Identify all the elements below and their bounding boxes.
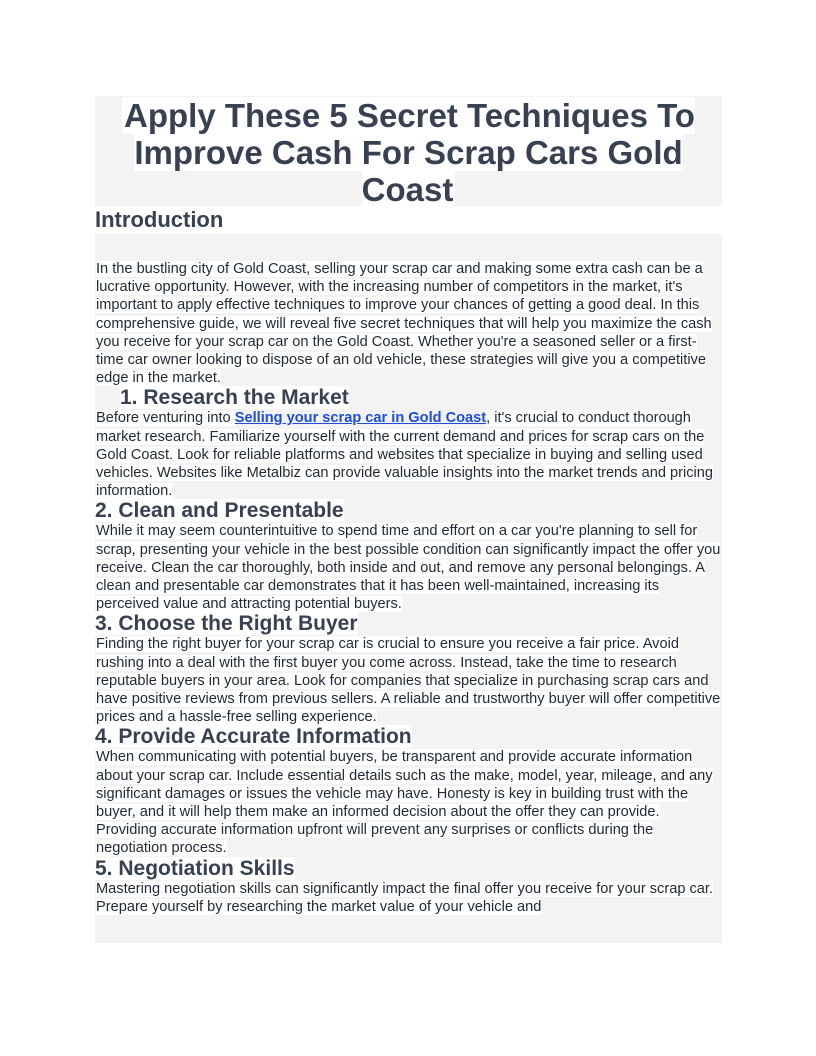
section-paragraph-4: When communicating with potential buyers, be transparent and provide accurate information about your scrap car. Include essential details such as the make, model, year, mileage, and any significant damages or issues the vehicle may have. Honesty is key in building trust with the buyer, and it will help them make an informed decision about the offer they can provide. Providing accurate information upfront will prevent any surprises or conflicts during the negotiation process. <box>96 749 713 857</box>
title-block <box>95 96 722 206</box>
section-paragraph-5: Mastering negotiation skills can significantly impact the final offer you receive for your scrap car. Prepare yourself by researching the market value of your vehicle and <box>96 880 714 915</box>
section-paragraph-1: Before venturing into Selling your scrap car in Gold Coast, it's crucial to conduct thorough market research. Familiarize yourself with the current demand and prices for scrap cars on the Gold Coast. Look for reliable platforms and websites that specialize in buying and selling used vehicles. Websites like Metalbiz can provide valuable insights into the market trends and pricing information. <box>96 410 714 500</box>
spacer <box>95 234 722 260</box>
section-heading-5: 5. Negotiation Skills <box>95 856 295 880</box>
article-body <box>95 260 722 943</box>
section-heading-1: 1. Research the Market <box>120 386 349 410</box>
section-heading-3: 3. Choose the Right Buyer <box>95 612 358 636</box>
scrap-car-link[interactable]: Selling your scrap car in Gold Coast <box>234 410 487 427</box>
section-heading-2: 2. Clean and Presentable <box>95 499 344 523</box>
section-paragraph-3: Finding the right buyer for your scrap car is crucial to ensure you receive a fair price. Avoid rushing into a deal with the first buyer you come across. Instead, take the time to research reputable buyers in your area. Look for companies that specialize in purchasing scrap cars and have positive reviews from previous sellers. A reliable and trustworthy buyer will offer competitive prices and a hassle-free selling experience. <box>96 636 721 726</box>
intro-paragraph: In the bustling city of Gold Coast, selling your scrap car and making some extra cash can be a lucrative opportunity. However, with the increasing number of competitors in the market, it's important to apply effective techniques to improve your chances of getting a good deal. In this comprehensive guide, we will reveal five secret techniques that will help you maximize the cash you receive for your scrap car on the Gold Coast. Whether you're a seasoned seller or a first-time car owner looking to dispose of an old vehicle, these strategies will give you a competitive edge in the market. <box>96 261 712 387</box>
section-paragraph-2: While it may seem counterintuitive to spend time and effort on a car you're planning to sell for scrap, presenting your vehicle in the best possible condition can significantly impact the offer you receive. Clean the car thoroughly, both inside and out, and remove any personal belongings. A clean and presentable car demonstrates that it has been well-maintained, increasing its perceived value and attracting potential buyers. <box>96 523 721 613</box>
section-heading-4: 4. Provide Accurate Information <box>95 725 412 749</box>
intro-heading: Introduction <box>95 207 224 232</box>
page-title: Apply These 5 Secret Techniques To Improve Cash For Scrap Cars Gold Coast <box>124 97 695 208</box>
